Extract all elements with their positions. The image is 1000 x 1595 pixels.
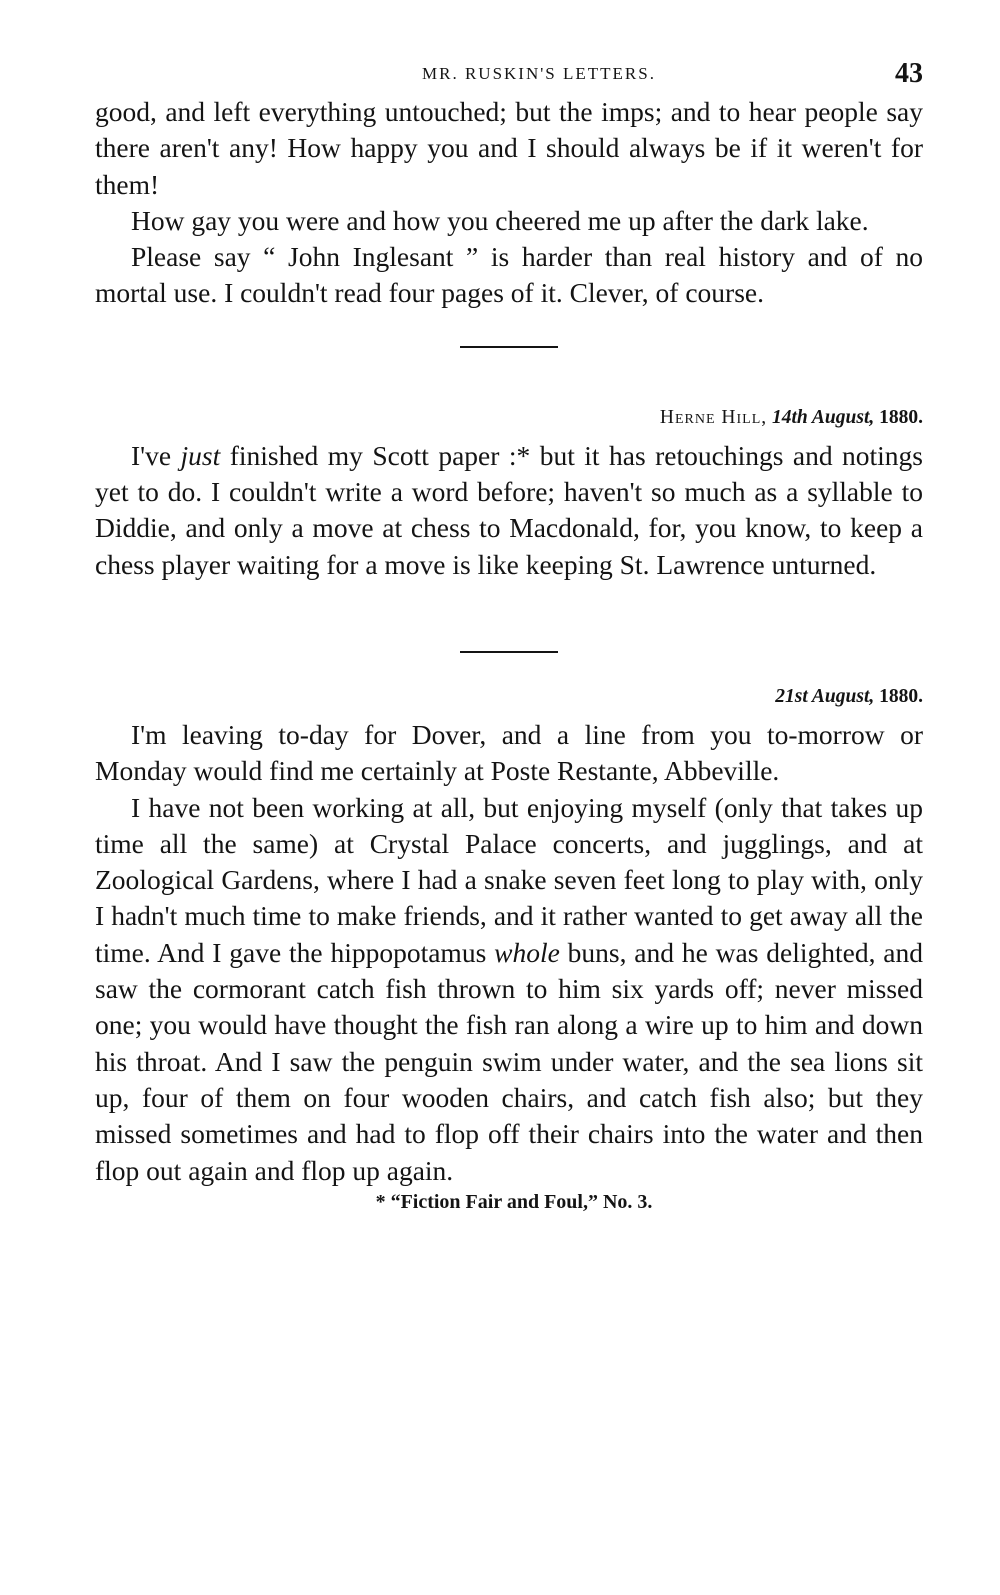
footnote: * “Fiction Fair and Foul,” No. 3. (375, 1190, 653, 1213)
paragraph-dover: I'm leaving to-day for Dover, and a line from you to-morrow or Monday would find me certainly at Poste Restante, Abbeville. (95, 718, 923, 787)
dateline-year: 1880. (879, 406, 923, 428)
text-run: I have not been working at all, but enjoying myself (only that takes up time all the same) at Crystal Palace concerts, and jugglings, and at Zoological Gardens, where I had a snake seven feet long to play with, only I hadn't much time to make friends, and it rather wanted to get away all the time. And I gave the hippopotamus (95, 791, 923, 968)
dateline-date: 21st August, (775, 685, 875, 707)
emphasis-text: just (180, 439, 221, 471)
letter-dateline (95, 683, 923, 711)
text-run: finished my Scott paper :* but it has retouchings and notings yet to do. I couldn't write a word before; haven't so much as a syllable to Diddie, and only a move at chess to Macdonald, for, you know, to keep a chess player waiting for a move is like keeping St. Lawrence unturned. (95, 439, 924, 580)
emphasis-text: whole (494, 936, 560, 968)
letter-dateline (95, 404, 923, 432)
text-run: buns, and he was delighted, and saw the cormorant catch fish thrown to him six yards off; never missed one; you would have thought the fish ran along a wire up to him and down his throat. And I saw the penguin swim under water, and the sea lions sit up, four of them on four wooden chairs, and catch fish also; but they missed sometimes and had to flop off their chairs into the water and then flop out again and flop up again. (95, 936, 923, 1186)
dateline-date: 14th August, (772, 406, 875, 428)
section-divider (460, 651, 558, 653)
text-run: I've (131, 439, 181, 471)
paragraph-continued: good, and left everything untouched; but the imps; and to hear people say there aren't any! How happy you and I should always be if it weren't for them! (95, 96, 923, 200)
running-head (95, 58, 923, 94)
page-number: 43 (895, 58, 923, 89)
paragraph-gay: How gay you were and how you cheered me up after the dark lake. (131, 204, 869, 236)
book-page (95, 58, 923, 1215)
paragraph-zoo (95, 790, 923, 1189)
section-divider (460, 346, 558, 348)
dateline-place: Herne Hill, (659, 406, 768, 428)
dateline-year: 1880. (879, 685, 923, 707)
paragraph-inglesant: Please say “ John Inglesant ” is harder than real history and of no mortal use. I couldn't read four pages of it. Clever, of course. (95, 241, 923, 309)
paragraph-scott-paper (95, 438, 923, 583)
running-title: MR. RUSKIN'S LETTERS. (422, 64, 656, 83)
